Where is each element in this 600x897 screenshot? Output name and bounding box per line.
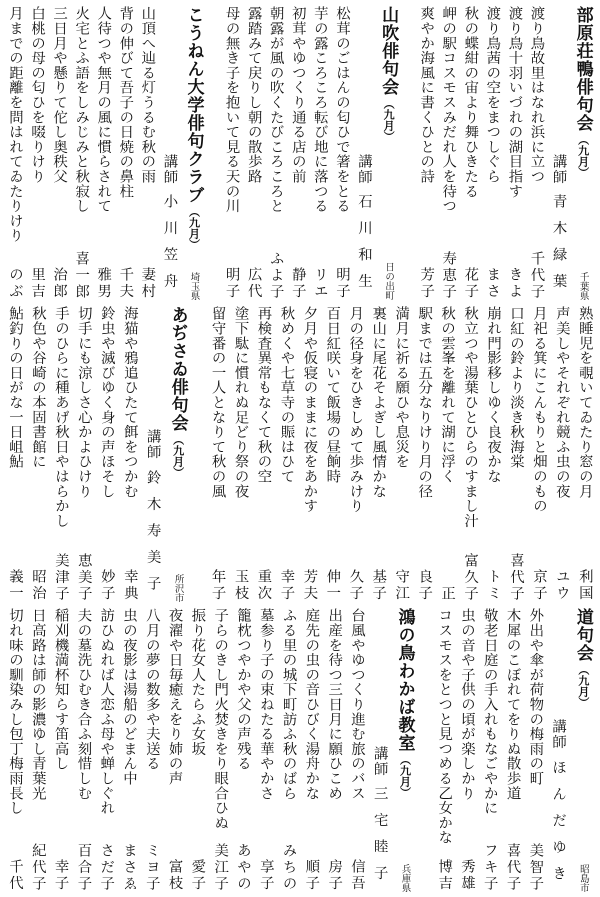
poem-author: ふよ子 (267, 250, 284, 300)
poem-author: 伸一 (324, 569, 341, 602)
group-title: あぢさゐ俳句会 (167, 306, 188, 432)
poem-verse: 出産を待つ三日月に願ひこめ (326, 608, 343, 801)
group-location: 所沢市 (172, 573, 184, 602)
tier-middle (6, 306, 594, 602)
poem-author: 富枝 (166, 859, 183, 892)
poem-column (415, 306, 433, 602)
poem-column (120, 608, 138, 892)
poem-column (458, 608, 476, 892)
group-period: （九月） (382, 98, 396, 142)
poem-verse: 鈴虫や滅びゆく身の声ほそし (98, 306, 115, 499)
poem-column (29, 306, 47, 602)
poem-author: 千代子 (528, 250, 545, 300)
poem-author: 幸子 (278, 569, 295, 602)
teacher-name: 三宅睦子 (371, 786, 388, 892)
poem-verse: 八月の夢の数多や夫送る (143, 608, 160, 771)
poem-column (28, 6, 46, 300)
poem-author: 百合子 (75, 842, 92, 892)
poem-column (439, 6, 457, 300)
poem-author: 久子 (347, 569, 364, 602)
poem-author: 妙子 (98, 569, 115, 602)
poem-column (75, 306, 93, 602)
poem-verse: 熟睡児を覗いてゐたり窓の月 (576, 306, 593, 499)
teacher-name: ほんだゆき (550, 760, 567, 892)
poem-column (576, 306, 594, 602)
poem-author: 房子 (326, 859, 343, 892)
teacher-column (144, 306, 162, 602)
column-gap (194, 306, 204, 602)
poem-author: 昭治 (29, 569, 46, 602)
poem-column (302, 608, 320, 892)
group-title: こうねん大学俳句クラブ (183, 6, 204, 204)
poem-column (121, 306, 139, 602)
poem-verse: 声美しやそれぞれ競ふ虫の夜 (553, 306, 570, 499)
poem-column (311, 6, 329, 300)
poem-author: あやの (234, 842, 251, 892)
poem-column (435, 608, 453, 892)
poem-verse: 月までの距離を問はれてゐたりけり (7, 6, 23, 243)
group-location: 兵庫県 (399, 863, 411, 892)
poem-verse: 初茸やゆつくり通る店の前 (289, 6, 306, 184)
teacher-column (549, 608, 567, 892)
tier-top (6, 6, 594, 300)
poem-author: 博吉 (436, 859, 453, 892)
poem-author: 千夫 (117, 267, 134, 300)
group-period: （九月） (398, 754, 412, 798)
poem-verse: 月祀る箕にこんもりと畑のもの (530, 306, 547, 514)
teacher-name: 鈴木寿美子 (144, 470, 161, 602)
poem-verse: 塗下駄に慣れぬ足どり祭の夜 (232, 306, 249, 499)
poem-column (323, 306, 341, 602)
poem-verse: 人待つや無月の風に慣らされて (95, 6, 112, 214)
poem-column (289, 6, 307, 300)
poem-author: 千代 (7, 859, 23, 892)
column-gap (209, 6, 219, 300)
poem-verse: 秋色や谷崎の本固書館に (29, 306, 46, 469)
poem-column (6, 6, 24, 300)
poem-author: 喜代子 (504, 842, 521, 892)
poem-verse: 月の径身をひきしめて歩みけり (347, 306, 364, 514)
group-location: 埼玉県 (188, 271, 200, 300)
teacher-column (355, 6, 373, 300)
poem-author: 明子 (223, 267, 240, 300)
poem-verse: 台風やゆつくり進む旅のバス (348, 608, 365, 801)
poem-author: 幸典 (121, 569, 138, 602)
poem-column (507, 306, 525, 602)
poem-author: 義一 (7, 569, 23, 602)
group-title-column (572, 608, 594, 892)
poem-author: みちの (280, 842, 297, 892)
poem-author: 喜代子 (507, 552, 524, 602)
poem-column (504, 608, 522, 892)
poem-column (325, 608, 343, 892)
group-title-column (167, 306, 189, 602)
poem-verse: 庭先の虫の音ひびく湯舟かな (303, 608, 320, 801)
poem-author: 広代 (245, 267, 262, 300)
poem-column (267, 6, 285, 300)
poem-author: 美江子 (212, 842, 229, 892)
poem-column (483, 6, 501, 300)
poem-column (484, 306, 502, 602)
poem-verse: 切手にも涼しさ心かよひけり (75, 306, 92, 499)
poem-column (74, 608, 92, 892)
poem-verse: 留守番の一人となりて秋の風 (209, 306, 226, 499)
tier-bottom (6, 608, 594, 892)
poem-author: 芳夫 (301, 569, 318, 602)
teacher-name: 小川笠舟 (161, 194, 178, 300)
poem-column (392, 306, 410, 602)
teacher-label: 講師 (144, 429, 161, 460)
teacher-column (550, 6, 568, 300)
poem-column (232, 306, 250, 602)
group-period: （九月） (576, 134, 590, 178)
poem-column (346, 306, 364, 602)
poem-verse: 秋めくや七草寺の賑はひて (278, 306, 295, 484)
poem-author: 静子 (289, 267, 306, 300)
poem-author: ミヨ子 (143, 842, 160, 892)
poem-author: 寿恵子 (440, 250, 457, 300)
poem-verse: 敬老日庭の手入れもなごやかに (481, 608, 498, 816)
poem-column (116, 6, 134, 300)
poem-verse: 虫の音や子供の頃が楽しかり (458, 608, 475, 801)
poem-verse: 訪ひぬれば人恋ふ母や蝉しぐれ (98, 608, 115, 816)
poem-author: 守江 (393, 569, 410, 602)
poem-column (530, 306, 548, 602)
teacher-label: 講師 (356, 153, 372, 185)
poem-column (143, 608, 161, 892)
poem-column (481, 608, 499, 892)
poem-author: 順子 (303, 859, 320, 892)
column-gap (403, 6, 413, 300)
poem-verse: 岬の駅コスモスみだれ人を待つ (440, 6, 457, 214)
poem-author: 良子 (416, 569, 433, 602)
poem-verse: 裏山に尾花そよぎし風情かな (370, 306, 387, 499)
poem-author: 信吾 (348, 859, 365, 892)
group-location: 千葉県 (577, 271, 589, 300)
poem-verse: 稲刈機満杯知らす笛高し (52, 608, 69, 771)
poem-column (300, 306, 318, 602)
poem-verse: 海猫や鴉追ひたて餌をつかむ (121, 306, 138, 499)
poem-author: ユウ (553, 569, 570, 602)
poem-author: 年子 (209, 569, 226, 602)
poem-verse: 背の伸びて吾子の日焼の鼻柱 (117, 6, 134, 199)
poem-author: 京子 (530, 569, 547, 602)
poem-column (138, 6, 156, 300)
teacher-label: 講師 (161, 153, 178, 185)
poem-column (528, 6, 546, 300)
poem-verse: 籠枕つやかや父の声残る (234, 608, 251, 771)
poem-author: 基子 (370, 569, 387, 602)
poem-column (348, 608, 366, 892)
poem-author: 美智子 (527, 842, 544, 892)
poem-verse: 切れ味の馴染みし包丁梅雨長し (7, 608, 23, 816)
poem-verse: 露踏みて戻りし朝の散歩路 (245, 6, 262, 184)
poem-author: 愛子 (189, 859, 206, 892)
poem-verse: 百日紅咲いて飯場の昼餉時 (324, 306, 341, 484)
poem-author: フキ子 (481, 842, 498, 892)
poem-verse: 爽やか海風に書くひとの詩 (418, 6, 435, 184)
poem-column (277, 306, 295, 602)
poem-column (369, 306, 387, 602)
poem-column (72, 6, 90, 300)
poem-column (461, 306, 479, 602)
teacher-label: 講師 (371, 745, 388, 777)
poem-column (254, 306, 272, 602)
group-title: 道句会 (572, 608, 593, 662)
poem-verse: 秋立つや湯葉ひとひらのすまし汁 (462, 306, 479, 528)
poem-verse: 渡り鳥茜の空をまつしぐら (484, 6, 501, 184)
group-period: （九月） (171, 434, 185, 478)
poem-column (6, 608, 24, 892)
poem-verse: 夜濯や日毎癒えをり姉の声 (166, 608, 183, 786)
poem-verse: 振り花女人たらふ女坂 (189, 608, 206, 756)
poem-column (553, 306, 571, 602)
poem-verse: 火宅とふ語をしみじみと秋寂し (73, 6, 90, 214)
poem-verse: 口紅の鈴より淡き秋海棠 (507, 306, 524, 469)
poem-verse: 芋の露ころころ転び地に落つる (311, 6, 328, 214)
poem-verse: 母の無き子を抱いて見る天の川 (223, 6, 240, 214)
poem-author: 富久子 (462, 552, 479, 602)
poem-author: 芳子 (418, 267, 435, 300)
poem-verse: 秋の雲峯を離れて湖に浮く (439, 306, 456, 484)
poem-column (257, 608, 275, 892)
poem-column (438, 306, 456, 602)
poem-column (245, 6, 263, 300)
poem-verse: 松茸のごはんの匂ひで箸をとる (333, 6, 350, 214)
poem-author: まさゑ (120, 842, 137, 892)
poem-author: 美津子 (52, 552, 69, 602)
poem-author: 妻村 (139, 267, 156, 300)
poem-verse: 鮎釣りの日がな一日岨鮎 (7, 306, 23, 469)
poem-verse: コスモスをとつと見つめる乙女かな (436, 608, 453, 845)
poem-verse: 墓参り子の束ねたる華やかさ (257, 608, 274, 801)
group-title: 部原荘鴨俳句会 (572, 6, 593, 132)
group-title-column (572, 6, 594, 300)
poem-column (188, 608, 206, 892)
poem-column (526, 608, 544, 892)
poem-verse: 日高路は師の影濃ゆし青葉光 (29, 608, 46, 801)
poem-verse: 朝露が風の吹くたびころころと (267, 6, 284, 214)
group-title-column (394, 608, 416, 892)
teacher-column (371, 608, 389, 892)
poem-column (280, 608, 298, 892)
group-title: 鴻の鳥わかば教室 (394, 608, 415, 752)
column-gap (420, 608, 430, 892)
poem-verse: 白桃の母の匂ひを啜りけり (29, 6, 46, 184)
poem-column (97, 608, 115, 892)
poem-verse: 三日月や懸りて佗し奥秩父 (51, 6, 68, 184)
teacher-label: 講師 (550, 153, 567, 185)
poem-author: 雅男 (95, 267, 112, 300)
poem-column (223, 6, 241, 300)
poem-column (6, 306, 24, 602)
poem-column (234, 608, 252, 892)
poem-column (29, 608, 47, 892)
poem-verse: 木犀のこぼれてをりぬ散歩道 (504, 608, 521, 801)
group-title-column (377, 6, 399, 300)
poem-author: 明子 (333, 267, 350, 300)
poem-author: 享子 (257, 859, 274, 892)
poem-verse: 駅までは五分なりけり月の径 (416, 306, 433, 499)
poem-author: 重次 (255, 569, 272, 602)
poem-verse: 夫の墓洗ひむき合ふ刻惜しむ (75, 608, 92, 801)
poem-column (417, 6, 435, 300)
poem-verse: 山頂へ辿る灯うるむ秋の雨 (139, 6, 156, 184)
poem-column (52, 306, 70, 602)
poem-author: トミ (485, 569, 502, 602)
poem-author: きよ (506, 267, 523, 300)
poem-verse: ふる里の城下町訪ふ秋のばら (280, 608, 297, 801)
poem-author: 里吉 (29, 267, 46, 300)
poem-column (94, 6, 112, 300)
poem-column (505, 6, 523, 300)
teacher-label: 講師 (550, 719, 567, 750)
group-period: （九月） (187, 206, 201, 250)
poem-verse: 虫の夜影は湯船のどまん中 (120, 608, 137, 786)
poem-verse: 夕月や仮寝のままに夜をあかす (301, 306, 318, 514)
teacher-column (160, 6, 178, 300)
poem-author: 利国 (576, 569, 593, 602)
poem-author: 恵美子 (75, 552, 92, 602)
poem-column (209, 306, 227, 602)
poem-verse: 外出や傘が荷物の梅雨の町 (527, 608, 544, 786)
poem-column (52, 608, 70, 892)
poem-column (333, 6, 351, 300)
poem-author: 喜一郎 (73, 250, 90, 300)
poem-column (98, 306, 116, 602)
poem-author: 紀代子 (29, 842, 46, 892)
poem-verse: 秋の蝶紺の宙より舞ひきたる (462, 6, 479, 199)
group-title: 山吹俳句会 (378, 6, 399, 96)
poem-verse: 崩れ門影移しゆく良夜かな (485, 306, 502, 484)
poem-column (166, 608, 184, 892)
poem-author: 玉枝 (232, 569, 249, 602)
poem-verse: 渡り鳥十羽いづれの湖目指す (506, 6, 523, 199)
poem-column (50, 6, 68, 300)
poem-verse: 満月に祈る願ひや息災を (393, 306, 410, 469)
poem-author: のぶ (7, 267, 23, 300)
poem-author: さだ子 (98, 842, 115, 892)
poem-author: 幸子 (52, 859, 69, 892)
group-location: 昭島市 (577, 863, 589, 892)
group-title-column (183, 6, 205, 300)
group-location: 日の出町 (383, 262, 395, 300)
poem-verse: 手のひらに種あげ秋日やはらかし (52, 306, 69, 528)
poem-author: 治郎 (51, 267, 68, 300)
poem-column (461, 6, 479, 300)
poem-verse: 子らのきし門火焚きをり眼合ひぬ (212, 608, 229, 830)
teacher-name: 青木緑葉 (550, 194, 567, 300)
poem-author: 秀雄 (458, 859, 475, 892)
teacher-name: 石川和生 (356, 194, 372, 300)
group-period: （九月） (576, 664, 590, 708)
poem-verse: 再検査異常もなくて秋の空 (255, 306, 272, 484)
poem-column (211, 608, 229, 892)
poem-author: まさ (484, 267, 501, 300)
poem-author: 花子 (462, 267, 479, 300)
poem-verse: 渡り鳥故里はなれ浜に立つ (528, 6, 545, 184)
poem-author: 正 (439, 585, 456, 602)
poem-author: リエ (311, 267, 328, 300)
